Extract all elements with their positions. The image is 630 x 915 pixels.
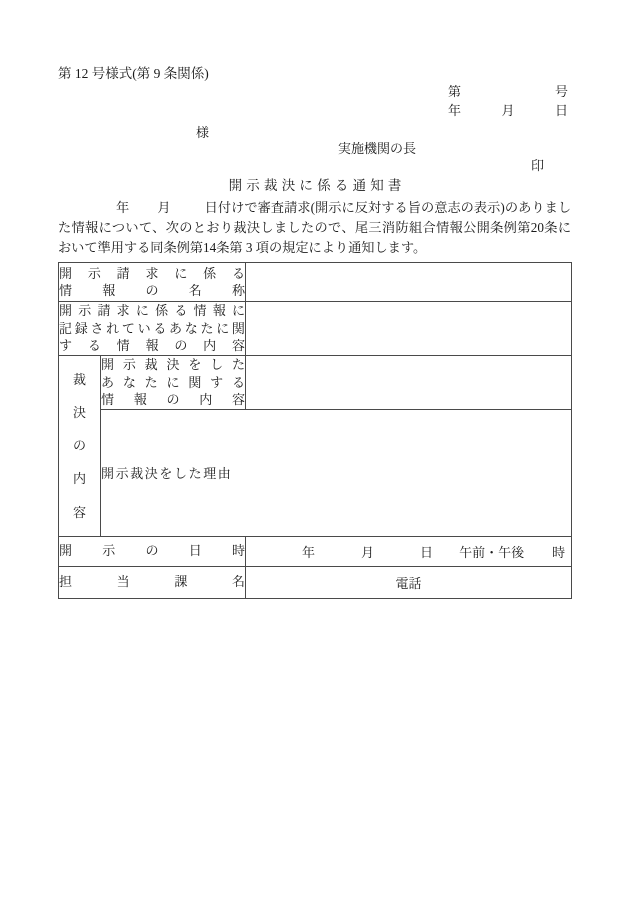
- field-disclosed-information-content[interactable]: [246, 356, 572, 410]
- table-row-disclosure-datetime: [59, 536, 572, 566]
- body-paragraph: [58, 198, 571, 259]
- issuer-title: 実施機関の長: [338, 141, 417, 156]
- label-information-name-line2: 情 報 の 名 称: [59, 283, 246, 298]
- datetime-placeholder-row: [246, 542, 571, 561]
- label-department-name: [59, 566, 246, 598]
- label-disclosed-content-line2: あ な た に 関 す る: [101, 374, 245, 390]
- field-information-content[interactable]: [246, 302, 572, 356]
- disclosure-decision-table: [58, 262, 572, 599]
- field-information-name[interactable]: [246, 263, 572, 302]
- document-title: 開示裁決に係る通知書: [228, 178, 406, 193]
- document-date-year: 年: [448, 103, 462, 118]
- label-information-name-line1: 開 示 請 求 に 係 る: [59, 265, 245, 281]
- label-disclosure-datetime-line: 開 示 の 日 時: [59, 543, 246, 559]
- body-line1-tail: 日付けで審査請求(開示に反対する旨の意志の表示)のありま: [204, 200, 558, 215]
- label-information-content-line1: 開 示 請 求 に 係 る 情 報 に: [59, 303, 245, 319]
- body-month-label: 月: [157, 200, 171, 215]
- body-line3: において準用する同条例第14条第 3 項の規定により通知します。: [58, 220, 571, 256]
- form-id-label: 第 12 号様式(第 9 条関係): [58, 66, 209, 81]
- datetime-month-label: 月: [361, 544, 375, 560]
- document-date-month: 月: [501, 103, 515, 118]
- label-decision-reason[interactable]: 開示裁決をした理由: [101, 409, 572, 536]
- table-row-information-content: [59, 302, 572, 356]
- label-disclosed-information-content: [101, 356, 246, 410]
- body-line2: した情報について、次のとおり裁決しましたので、尾三消防組合情報公開条例第20条: [58, 200, 572, 236]
- table-row-decision-content: [59, 356, 572, 410]
- table-row-decision-reason: [59, 409, 572, 536]
- table-row-department: [59, 566, 572, 598]
- field-disclosure-datetime[interactable]: [246, 536, 572, 566]
- vertical-label-stack: 裁 決 の 内 容: [72, 371, 86, 520]
- label-information-content-line2: 記 録 さ れ て い る あ な た に 関: [59, 320, 245, 336]
- label-disclosure-datetime: [59, 536, 246, 566]
- label-decision-section-vertical: [59, 356, 101, 537]
- document-date-line: [448, 100, 568, 119]
- label-disclosed-content-line1: 開 示 裁 決 を し た: [101, 357, 245, 372]
- datetime-day-label: 日: [420, 544, 434, 560]
- datetime-hour-label: 時: [552, 544, 566, 560]
- label-information-content: [59, 302, 246, 356]
- seal-mark: 印: [531, 158, 545, 173]
- document-number-line: [448, 81, 568, 100]
- label-information-content-line3: す る 情 報 の 内 容: [59, 338, 245, 354]
- table-row-information-name: [59, 263, 572, 302]
- label-department-name-line: 担 当 課 名: [59, 574, 245, 590]
- document-date-day: 日: [554, 103, 568, 118]
- label-disclosed-content-line3: 情 報 の 内 容: [101, 392, 246, 407]
- label-information-name: [59, 263, 246, 302]
- document-number-suffix: 号: [554, 84, 568, 99]
- datetime-ampm-label: 午前・午後: [459, 544, 525, 560]
- document-number-prefix: 第: [448, 84, 462, 99]
- body-year-label: 年: [116, 200, 130, 215]
- field-department-phone[interactable]: 電話: [246, 566, 572, 598]
- datetime-year-label: 年: [302, 544, 316, 560]
- addressee-honorific: 様: [196, 125, 210, 140]
